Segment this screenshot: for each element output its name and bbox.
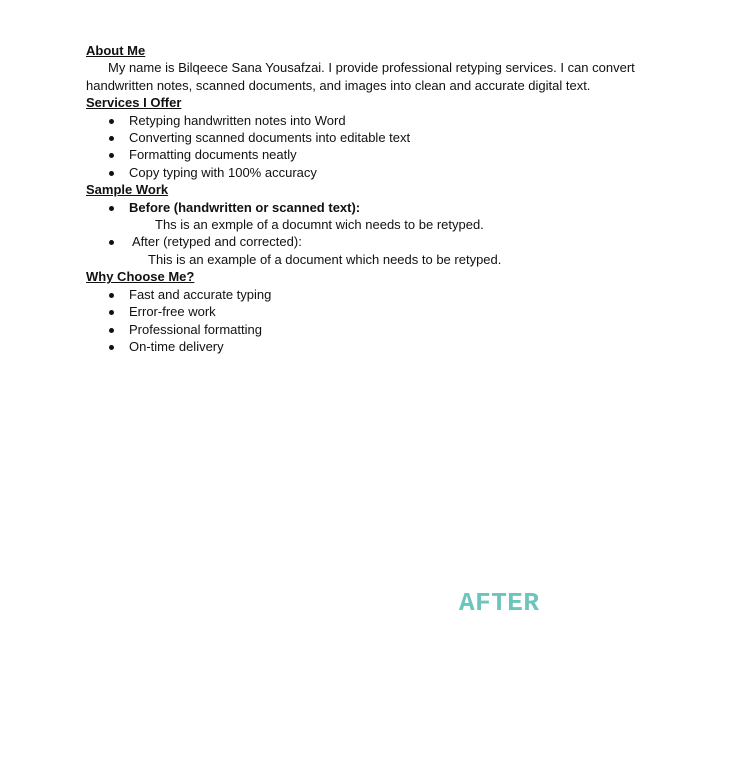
about-paragraph: My name is Bilqeece Sana Yousafzai. I provide professional retyping services. I can convert handwritten notes, scanned documents, and images into clean and accurate digital text. [86,60,635,93]
after-sample-text: This is an example of a document which needs to be retyped. [148,251,502,267]
after-label: After (retyped and corrected): [132,234,302,250]
about-heading: About Me [86,43,146,58]
list-item-text: Formatting documents neatly [129,147,297,163]
list-item [86,164,666,181]
bullet-icon [109,310,114,315]
bullet-icon [109,345,114,350]
bullet-icon [109,171,114,176]
bullet-icon [109,206,114,211]
list-item-text: Copy typing with 100% accuracy [129,164,317,180]
services-heading: Services I Offer [86,95,182,111]
list-item [86,303,666,320]
list-item-text: Professional formatting [129,321,262,337]
sample-heading: Sample Work [86,182,169,198]
bullet-icon [109,240,114,245]
list-item-text: On-time delivery [129,338,224,354]
list-item [86,321,666,338]
bullet-icon [109,153,114,158]
before-sample-text: Ths is an exmple of a documnt wich needs to be retyped. [155,217,484,233]
why-heading: Why Choose Me? [86,269,195,285]
bullet-icon [109,293,114,298]
sample-list [86,199,666,216]
bullet-icon [109,136,114,141]
sample-list-after [86,233,666,250]
before-label: Before (handwritten or scanned text): [129,199,361,215]
list-item-text: Fast and accurate typing [129,286,272,302]
list-item [86,146,666,163]
why-list [86,286,666,356]
list-item [86,286,666,303]
services-list [86,112,666,182]
list-item-text: Retyping handwritten notes into Word [129,112,346,128]
document-page [86,42,666,355]
bullet-icon [109,328,114,333]
list-item [86,112,666,129]
list-item-text: Error-free work [129,304,216,320]
list-item [86,338,666,355]
list-item-after [86,233,666,250]
after-stamp: AFTER [459,588,540,618]
list-item-text: Converting scanned documents into editable text [129,130,411,146]
list-item-before [86,199,666,216]
list-item [86,129,666,146]
bullet-icon [109,119,114,124]
